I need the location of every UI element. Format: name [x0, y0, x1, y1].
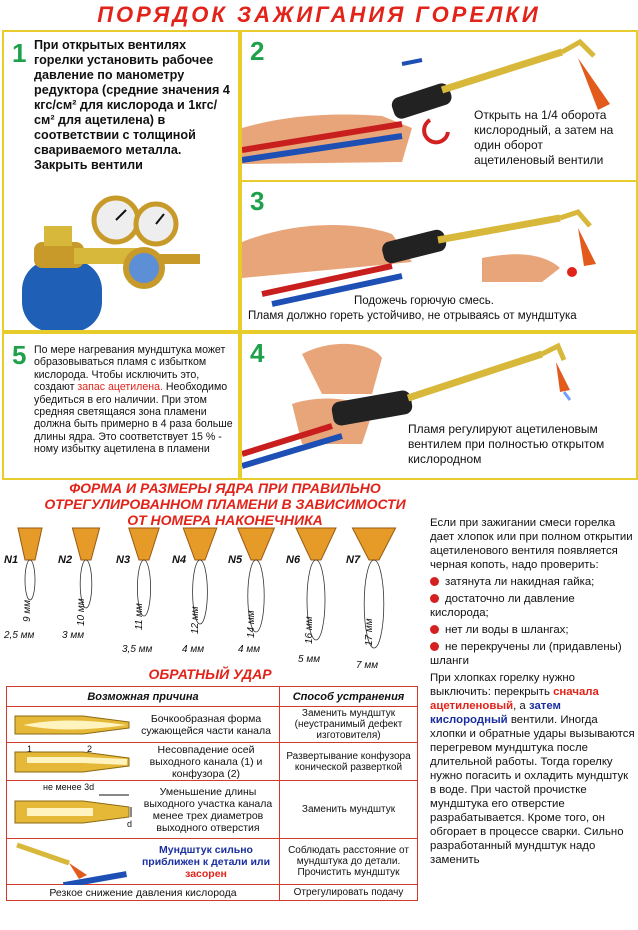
fix-text: Развертывание конфузора конической разверткой	[280, 743, 418, 781]
table-row	[7, 839, 418, 885]
step-number: 3	[250, 186, 265, 216]
shutdown-text-c: вентили. Иногда хлопки и обратные удары вызываются перегревом мундштука после длительной работы. Тогда горелку нужно погасить и охладить мундштук в воде. При частой прочистке мундштука его отверстие разрабатывается. Кроме того, он обгорает в процессе сварки. Сильно разработанный мундштук надо заменить	[430, 714, 635, 866]
table-row	[7, 885, 418, 901]
core-length-n1: 9 мм	[22, 599, 33, 622]
check-item-text: не перекручены ли (придавлены) шланги	[430, 641, 622, 667]
fix-text: Заменить мундштук	[280, 781, 418, 839]
step-5-text	[34, 344, 234, 456]
nozzle-near-part-figure	[13, 841, 133, 885]
step-5-text-b: Необходимо убедиться в его наличии. При этом средняя светящаяся зона пламени должна быть примерно в 4 раза больше длины ядра. Это соответствует 15 % - ному избытку ацетилена в пламени	[34, 381, 233, 456]
shutdown-text-b: , а	[513, 700, 526, 712]
tip-label-n2: N2	[58, 554, 73, 566]
intro-paragraph: Если при зажигании смеси горелка дает хлопок или при полном открытии ацетиленового вентиля появляется черная копоть, надо проверить:	[430, 517, 633, 571]
check-item-text: затянута ли накидная гайка;	[445, 576, 595, 588]
bullet-icon	[430, 577, 439, 586]
min-3d-label: не менее 3d	[43, 782, 95, 792]
step-2-panel	[240, 30, 638, 182]
step-5-panel	[2, 332, 240, 480]
cause-text: Бочкообразная форма сужающейся части канала	[141, 712, 271, 737]
shutdown-text-red: сначала ацетиленовый	[430, 686, 599, 712]
check-item-text: достаточно ли давление кислорода;	[430, 593, 575, 619]
core-length-n6: 16 мм	[304, 616, 315, 644]
core-length-n3: 11 мм	[134, 603, 145, 630]
tip-label-n7: N7	[346, 554, 361, 566]
barrel-nozzle-figure	[13, 710, 133, 740]
step-3-text-line1: Подожечь горючую смесь.	[354, 295, 494, 307]
tip-label-n6: N6	[286, 554, 301, 566]
backfire-title: ОБРАТНЫЙ УДАР	[148, 666, 272, 682]
tip-label-n3: N3	[116, 554, 131, 566]
tip-label-n1: N1	[4, 554, 19, 566]
tip-label-n5: N5	[228, 554, 243, 566]
core-width-n6: 5 мм	[298, 654, 321, 665]
cause-text: Несовпадение осей выходного канала (1) и конфузора (2)	[149, 743, 263, 780]
check-item	[430, 623, 636, 637]
short-channel-nozzle-figure	[13, 793, 133, 837]
step-5-text-highlight: запас ацетилена.	[77, 381, 163, 394]
core-length-n2: 10 мм	[76, 598, 87, 626]
flame-title-line2: ОТРЕГУЛИРОВАННОМ ПЛАМЕНИ В ЗАВИСИМОСТИ	[44, 496, 406, 512]
oxygen-regulator-illustration	[4, 190, 238, 330]
bullet-icon	[430, 642, 439, 651]
tip-nozzle	[72, 528, 99, 560]
core-width-n1: 2,5 мм	[4, 630, 35, 641]
shutdown-paragraph	[430, 671, 636, 867]
step-number: 4	[250, 338, 265, 368]
step-number: 2	[250, 36, 265, 66]
step-number: 5	[12, 340, 27, 370]
flame-tips-diagram	[0, 526, 430, 672]
core-length-n5: 14 мм	[246, 610, 257, 638]
col-header-fix: Способ устранения	[280, 687, 418, 707]
fig-label-2: 2	[87, 744, 93, 754]
check-item-text: нет ли воды в шлангах;	[445, 624, 569, 636]
table-row	[7, 743, 418, 781]
backfire-table	[6, 686, 418, 901]
core-width-n7: 7 мм	[356, 660, 379, 671]
step-5-text-a: По мере нагревания мундштука может образовываться пламя с избытком кислорода. Чтобы исключить это, создают	[34, 344, 226, 394]
fix-text: Соблюдать расстояние от мундштука до детали. Прочистить мундштук	[280, 839, 418, 885]
flame-section-title	[30, 480, 420, 528]
check-item	[430, 640, 636, 668]
core-length-n7: 17 мм	[364, 618, 375, 646]
tip-nozzle	[18, 528, 42, 560]
core-width-n4: 4 мм	[182, 644, 205, 655]
step-2-text: Открыть на 1/4 оборота кислородный, а затем на один оборот ацетиленовый вентили	[474, 108, 614, 167]
check-item	[430, 575, 636, 589]
right-column-text	[430, 516, 636, 867]
col-header-cause: Возможная причина	[7, 687, 280, 707]
tip-nozzle	[129, 528, 159, 560]
page-title: ПОРЯДОК ЗАЖИГАНИЯ ГОРЕЛКИ	[97, 2, 541, 27]
core-length-n4: 12 мм	[190, 606, 201, 634]
table-row	[7, 707, 418, 743]
step-3-panel	[240, 180, 638, 332]
step-1-panel	[2, 30, 240, 332]
cause-text-highlight: засорен	[185, 867, 227, 880]
core-width-n5: 4 мм	[238, 644, 261, 655]
fix-text: Отрегулировать подачу	[280, 885, 418, 901]
cause-text	[133, 844, 279, 880]
core-width-n3: 3,5 мм	[122, 644, 153, 655]
flame-tips-svg	[0, 526, 430, 672]
cause-text: Уменьшение длины выходного участка канала менее трех диаметров выходного отверстия	[143, 785, 273, 834]
check-item	[430, 592, 636, 620]
bullet-icon	[430, 594, 439, 603]
step-4-panel	[240, 332, 638, 480]
shutdown-text-blue: затем кислородный	[430, 700, 561, 726]
tip-label-n4: N4	[172, 554, 187, 566]
flame-title-line1: ФОРМА И РАЗМЕРЫ ЯДРА ПРИ ПРАВИЛЬНО	[69, 480, 381, 496]
tip-nozzle	[183, 528, 217, 560]
fix-text: Заменить мундштук (неустранимый дефект изготовителя)	[280, 707, 418, 743]
tip-nozzle	[296, 528, 336, 560]
step-number: 1	[12, 38, 27, 68]
step-4-text: Пламя регулируют ацетиленовым вентилем при полностью открытом кислородном	[408, 422, 605, 466]
cause-text-a: Мундштук сильно приближен к детали или	[141, 843, 271, 868]
flame-core	[25, 560, 35, 600]
diameter-label: d	[127, 819, 133, 829]
step-3-text-line2: Пламя должно гореть устойчиво, не отрываясь от мундштука	[248, 310, 577, 322]
table-row	[7, 781, 418, 839]
step-1-text: При открытых вентилях горелки установить рабочее давление по манометру редуктора (средние значения 4 кгс/см² для кислорода и 1кгс/см² для ацетилена) в соответствии с толщиной свариваемого металла. Закрыть вентили	[34, 38, 230, 172]
core-width-n2: 3 мм	[62, 630, 85, 641]
tip-nozzle	[238, 528, 275, 560]
shutdown-text-a: При хлопках горелку нужно выключить: перекрыть	[430, 672, 575, 698]
bullet-icon	[430, 625, 439, 634]
flame-title-line3: ОТ НОМЕРА НАКОНЕЧНИКА	[127, 512, 323, 528]
cause-text: Резкое снижение давления кислорода	[7, 885, 280, 901]
fig-label-1: 1	[27, 744, 33, 754]
